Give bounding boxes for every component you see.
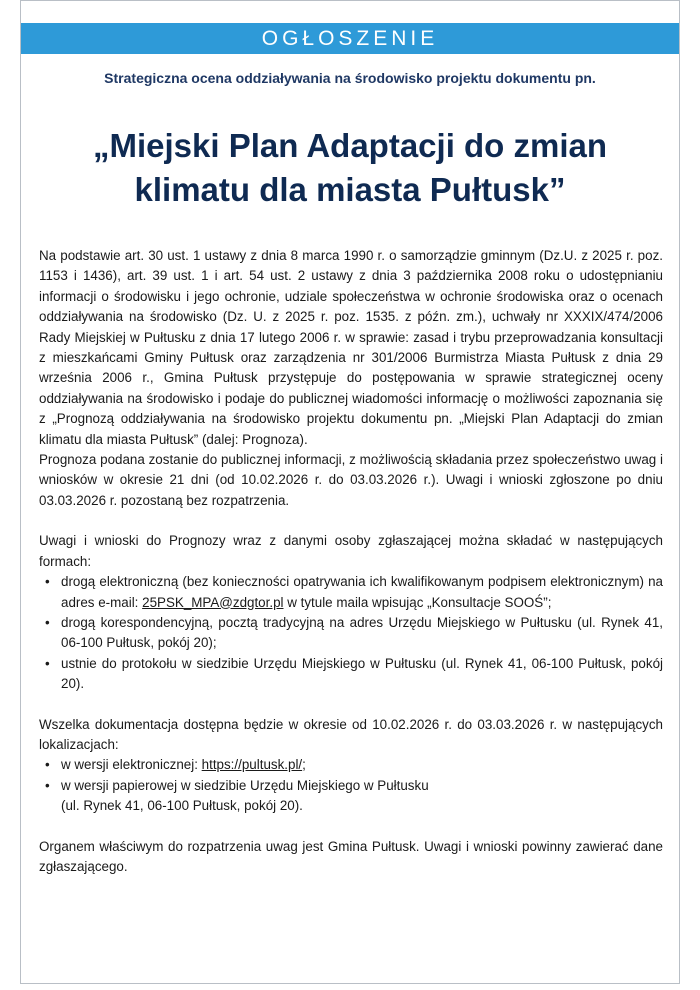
title-line-2: klimatu dla miasta Pułtusk”: [134, 171, 566, 208]
notice-subtitle: Strategiczna ocena oddziaływania na środowisko projektu dokumentu pn.: [104, 70, 596, 86]
list-item: • w wersji papierowej w siedzibie Urzędu Miejskiego w Pułtusku (ul. Rynek 41, 06-100 Pułtusk, pokój 20).: [39, 776, 663, 817]
legal-basis-paragraph: Na podstawie art. 30 ust. 1 ustawy z dnia 8 marca 1990 r. o samorządzie gminnym (Dz.U. z 2025 r. poz. 1153 i 1436), art. 39 ust. 1 i art. 54 ust. 2 ustawy z dnia 3 października 2008 roku o udostępnianiu informacji o środowisku i jego ochronie, udziale społeczeństwa w ochronie środowiska oraz o ocenach oddziaływania na środowisko (Dz. U. z 2025 r. poz. 1535. z późn. zm.), uchwały nr XXXIX/474/2006 Rady Miejskiej w Pułtusku z dnia 17 lutego 2006 r. w sprawie: zasad i trybu przeprowadzania konsultacji z mieszkańcami Gminy Pułtusk oraz zarządzenia nr 301/2006 Burmistrza Miasta Pułtusk z dnia 29 września 2006 r., Gmina Pułtusk przystępuje do postępowania w sprawie strategicznej oceny oddziaływania na środowisko i podaje do publicznej wiadomości informację o możliwości zapoznania się z „Prognozą oddziaływania na środowisko projektu dokumentu pn. „Miejski Plan Adaptacji do zmian klimatu dla miasta Pułtusk” (dalej: Prognoza).: [39, 248, 663, 447]
notice-body: [39, 246, 663, 877]
title-line-1: „Miejski Plan Adaptacji do zmian: [92, 127, 608, 164]
email-link[interactable]: 25PSK_MPA@zdgtor.pl: [142, 594, 284, 610]
list-item: • ustnie do protokołu w siedzibie Urzędu Miejskiego w Pułtusku (ul. Rynek 41, 06-100 Pułtusk, pokój 20).: [39, 654, 663, 695]
documentation-paragraph: Wszelka dokumentacja dostępna będzie w okresie od 10.02.2026 r. do 03.03.2026 r. w następujących lokalizacjach:: [39, 716, 663, 752]
list-item: • w wersji elektronicznej: https://pultusk.pl/;: [39, 755, 663, 775]
locations-list: [39, 755, 663, 816]
notice-page: [20, 0, 680, 984]
consultation-period-paragraph: Prognoza podana zostanie do publicznej informacji, z możliwością składania przez społeczeństwo uwag i wniosków w okresie 21 dni (od 10.02.2026 r. do 03.03.2026 r.). Uwagi i wnioski zgłoszone po dniu 03.03.2026 r. pozostaną bez rozpatrzenia.: [39, 452, 663, 508]
competent-authority-paragraph: Organem właściwym do rozpatrzenia uwag jest Gmina Pułtusk. Uwagi i wnioski powinny zawierać dane zgłaszającego.: [39, 838, 663, 874]
list-item: • drogą korespondencyjną, pocztą tradycyjną na adres Urzędu Miejskiego w Pułtusku (ul. Rynek 41, 06-100 Pułtusk, pokój 20);: [39, 613, 663, 654]
website-link[interactable]: https://pultusk.pl/: [201, 757, 303, 773]
submission-methods-list: [39, 572, 663, 694]
list-item: • drogą elektroniczną (bez konieczności opatrywania ich kwalifikowanym podpisem elektronicznym) na adres e-mail: 25PSK_MPA@zdgtor.pl w tytule maila wpisując „Konsultacje SOOŚ”;: [39, 572, 663, 613]
announcement-banner: OGŁOSZENIE: [21, 23, 679, 54]
document-title: [41, 124, 659, 212]
submission-intro-paragraph: Uwagi i wnioski do Prognozy wraz z danymi osoby zgłaszającej można składać w następujących formach:: [39, 533, 663, 569]
